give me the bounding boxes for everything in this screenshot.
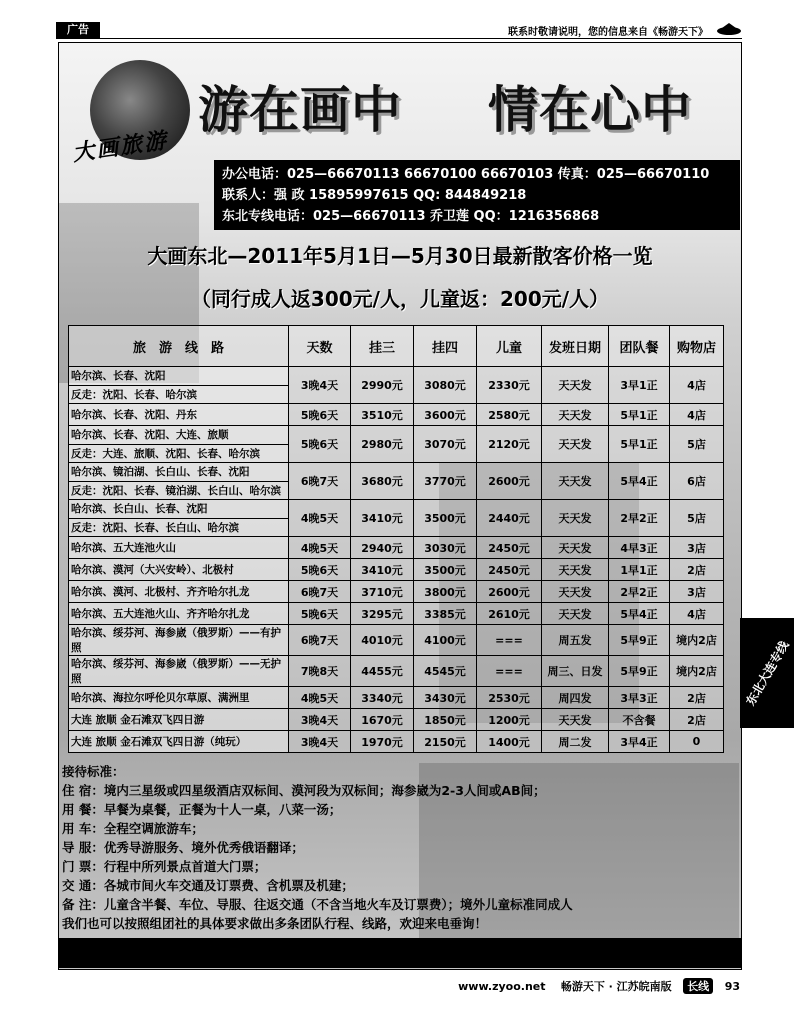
table-row [69,656,724,687]
meal-cell: 2早2正 [609,581,670,603]
departure-cell: 天天发 [542,367,609,404]
contact-person: 联系人：强 政 15895997615 QQ: 844849218 [222,188,527,203]
footer-page-number: 93 [724,980,740,993]
days-cell: 6晚7天 [289,463,351,500]
route-cell: 反走：沈阳、长春、长白山、哈尔滨 [69,518,289,537]
route-cell: 哈尔滨、绥芬河、海参崴（俄罗斯）——无护照 [69,656,289,687]
shop-cell: 4店 [670,404,724,426]
header-shops: 购物店 [670,326,724,367]
meal-cell: 5早4正 [609,603,670,625]
triple-price-cell: 3410元 [351,559,414,581]
route-cell: 哈尔滨、长春、沈阳、大连、旅顺 [69,426,289,445]
shop-cell: 5店 [670,500,724,537]
header-days: 天数 [289,326,351,367]
table-header-row [69,326,724,367]
side-tab-label: 东北大连专线 [743,638,792,708]
route-cell: 哈尔滨、漠河（大兴安岭）、北极村 [69,559,289,581]
page-footer [458,978,740,994]
child-price-cell: 2450元 [477,537,542,559]
shop-cell: 境内2店 [670,625,724,656]
departure-cell: 天天发 [542,581,609,603]
contact-office-phone: 办公电话：025—66670113 66670100 66670103 传真：025—66670110 [222,167,710,182]
child-price-cell: 2450元 [477,559,542,581]
departure-cell: 天天发 [542,537,609,559]
header-route: 旅 游 线 路 [69,326,289,367]
price-list-subtitle: （同行成人返300元/人，儿童返：200元/人） [190,287,610,311]
table-row [69,731,724,753]
child-price-cell: 2600元 [477,463,542,500]
child-price-cell: 2440元 [477,500,542,537]
brand-logo-text: 大画旅游 [70,127,170,167]
child-price-cell: === [477,625,542,656]
days-cell: 6晚7天 [289,625,351,656]
price-table-body [69,367,724,753]
days-cell: 7晚8天 [289,656,351,687]
notes-heading: 接待标准： [62,764,125,779]
shop-cell: 3店 [670,537,724,559]
table-row [69,559,724,581]
triple-price-cell: 2940元 [351,537,414,559]
footer-section: 长线 [683,978,713,994]
price-list-title: 大画东北—2011年5月1日—5月30日最新散客价格一览 [147,244,653,268]
note-line: 交 通：各城市间火车交通及订票费、含机票及机建； [62,878,354,893]
note-line: 门 票：行程中所列景点首道大门票； [62,859,267,874]
shop-cell: 2店 [670,687,724,709]
meal-cell: 5早4正 [609,463,670,500]
note-line: 我们也可以按照组团社的具体要求做出多条团队行程、线路，欢迎来电垂询！ [62,916,488,931]
meal-cell: 2早2正 [609,500,670,537]
days-cell: 4晚5天 [289,687,351,709]
departure-cell: 天天发 [542,709,609,731]
quad-price-cell: 3385元 [414,603,477,625]
table-row [69,687,724,709]
quad-price-cell: 3070元 [414,426,477,463]
note-line: 用 车：全程空调旅游车； [62,821,204,836]
meal-cell: 3早3正 [609,687,670,709]
departure-cell: 天天发 [542,559,609,581]
departure-cell: 天天发 [542,603,609,625]
days-cell: 3晚4天 [289,731,351,753]
departure-cell: 周二发 [542,731,609,753]
source-note: 联系时敬请说明，您的信息来自《畅游天下》 [508,27,708,38]
triple-price-cell: 3710元 [351,581,414,603]
quad-price-cell: 3500元 [414,500,477,537]
triple-price-cell: 3340元 [351,687,414,709]
route-cell: 哈尔滨、漠河、北极村、齐齐哈尔扎龙 [69,581,289,603]
days-cell: 4晚5天 [289,537,351,559]
bottom-band [58,938,742,968]
ad-label: 广告 [56,22,100,38]
triple-price-cell: 1970元 [351,731,414,753]
quad-price-cell: 4100元 [414,625,477,656]
child-price-cell: 2120元 [477,426,542,463]
days-cell: 4晚5天 [289,500,351,537]
note-line: 导 服：优秀导游服务、境外优秀俄语翻译； [62,840,304,855]
meal-cell: 5早9正 [609,625,670,656]
headline-left: 游在画中 [198,81,402,139]
table-row [69,537,724,559]
days-cell: 5晚6天 [289,559,351,581]
quad-price-cell: 4545元 [414,656,477,687]
shop-cell: 2店 [670,559,724,581]
meal-cell: 3早4正 [609,731,670,753]
child-price-cell: === [477,656,542,687]
quad-price-cell: 3600元 [414,404,477,426]
route-cell: 反走：大连、旅顺、沈阳、长春、哈尔滨 [69,444,289,463]
shop-cell: 6店 [670,463,724,500]
quad-price-cell: 3770元 [414,463,477,500]
route-cell: 哈尔滨、海拉尔呼伦贝尔草原、满洲里 [69,687,289,709]
route-cell: 哈尔滨、长春、沈阳、丹东 [69,404,289,426]
triple-price-cell: 3295元 [351,603,414,625]
header-child: 儿童 [477,326,542,367]
meal-cell: 4早3正 [609,537,670,559]
child-price-cell: 2600元 [477,581,542,603]
quad-price-cell: 2150元 [414,731,477,753]
route-cell: 反走：沈阳、长春、镜泊湖、长白山、哈尔滨 [69,481,289,500]
days-cell: 5晚6天 [289,404,351,426]
triple-price-cell: 3410元 [351,500,414,537]
departure-cell: 天天发 [542,500,609,537]
quad-price-cell: 3080元 [414,367,477,404]
days-cell: 3晚4天 [289,367,351,404]
meal-cell: 5早1正 [609,426,670,463]
contact-northeast-line: 东北专线电话：025—66670113 乔卫莲 QQ：1216356868 [222,209,600,224]
table-row [69,581,724,603]
meal-cell: 1早1正 [609,559,670,581]
days-cell: 3晚4天 [289,709,351,731]
triple-price-cell: 1670元 [351,709,414,731]
meal-cell: 不含餐 [609,709,670,731]
triple-price-cell: 3510元 [351,404,414,426]
header-quad: 挂四 [414,326,477,367]
days-cell: 6晚7天 [289,581,351,603]
quad-price-cell: 3800元 [414,581,477,603]
shop-cell: 境内2店 [670,656,724,687]
shop-cell: 3店 [670,581,724,603]
child-price-cell: 1200元 [477,709,542,731]
table-row [69,367,724,386]
departure-cell: 天天发 [542,426,609,463]
shop-cell: 2店 [670,709,724,731]
contact-box [214,160,740,230]
table-row [69,603,724,625]
shop-cell: 4店 [670,367,724,404]
note-line: 备 注：儿童含半餐、车位、导服、往返交通（不含当地火车及订票费）；境外儿童标准同成人 [62,897,573,912]
note-line: 用 餐：早餐为桌餐，正餐为十人一桌，八菜一汤； [62,802,342,817]
service-standards [62,762,732,933]
table-row [69,500,724,519]
route-cell: 哈尔滨、五大连池火山 [69,537,289,559]
quad-price-cell: 3500元 [414,559,477,581]
departure-cell: 天天发 [542,463,609,500]
child-price-cell: 2530元 [477,687,542,709]
meal-cell: 5早9正 [609,656,670,687]
note-line: 住 宿：境内三星级或四星级酒店双标间、漠河段为双标间；海参崴为2-3人间或AB间； [62,783,546,798]
triple-price-cell: 4010元 [351,625,414,656]
route-cell: 大连 旅顺 金石滩双飞四日游（纯玩） [69,731,289,753]
departure-cell: 周四发 [542,687,609,709]
days-cell: 5晚6天 [289,426,351,463]
child-price-cell: 1400元 [477,731,542,753]
magazine-logo-icon [716,22,742,36]
route-cell: 哈尔滨、五大连池火山、齐齐哈尔扎龙 [69,603,289,625]
table-row [69,463,724,482]
departure-cell: 天天发 [542,404,609,426]
route-cell: 哈尔滨、绥芬河、海参崴（俄罗斯）——有护照 [69,625,289,656]
quad-price-cell: 3030元 [414,537,477,559]
departure-cell: 周五发 [542,625,609,656]
header-meals: 团队餐 [609,326,670,367]
shop-cell: 5店 [670,426,724,463]
table-row [69,404,724,426]
footer-site: www.zyoo.net [458,980,546,993]
triple-price-cell: 2990元 [351,367,414,404]
quad-price-cell: 3430元 [414,687,477,709]
meal-cell: 5早1正 [609,404,670,426]
meal-cell: 3早1正 [609,367,670,404]
route-cell: 大连 旅顺 金石滩双飞四日游 [69,709,289,731]
child-price-cell: 2580元 [477,404,542,426]
route-cell: 哈尔滨、镜泊湖、长白山、长春、沈阳 [69,463,289,482]
header-triple: 挂三 [351,326,414,367]
days-cell: 5晚6天 [289,603,351,625]
route-cell: 反走：沈阳、长春、哈尔滨 [69,385,289,404]
shop-cell: 0 [670,731,724,753]
header-departure: 发班日期 [542,326,609,367]
table-row [69,426,724,445]
triple-price-cell: 2980元 [351,426,414,463]
quad-price-cell: 1850元 [414,709,477,731]
table-row [69,625,724,656]
table-row [69,709,724,731]
departure-cell: 周三、日发 [542,656,609,687]
child-price-cell: 2610元 [477,603,542,625]
side-section-tab [740,618,794,728]
footer-magazine: 畅游天下 · 江苏皖南版 [560,980,672,993]
shop-cell: 4店 [670,603,724,625]
headline-right: 情在心中 [488,81,692,139]
triple-price-cell: 3680元 [351,463,414,500]
route-cell: 哈尔滨、长白山、长春、沈阳 [69,500,289,519]
price-table [68,325,724,753]
child-price-cell: 2330元 [477,367,542,404]
route-cell: 哈尔滨、长春、沈阳 [69,367,289,386]
top-bar [56,22,742,39]
triple-price-cell: 4455元 [351,656,414,687]
